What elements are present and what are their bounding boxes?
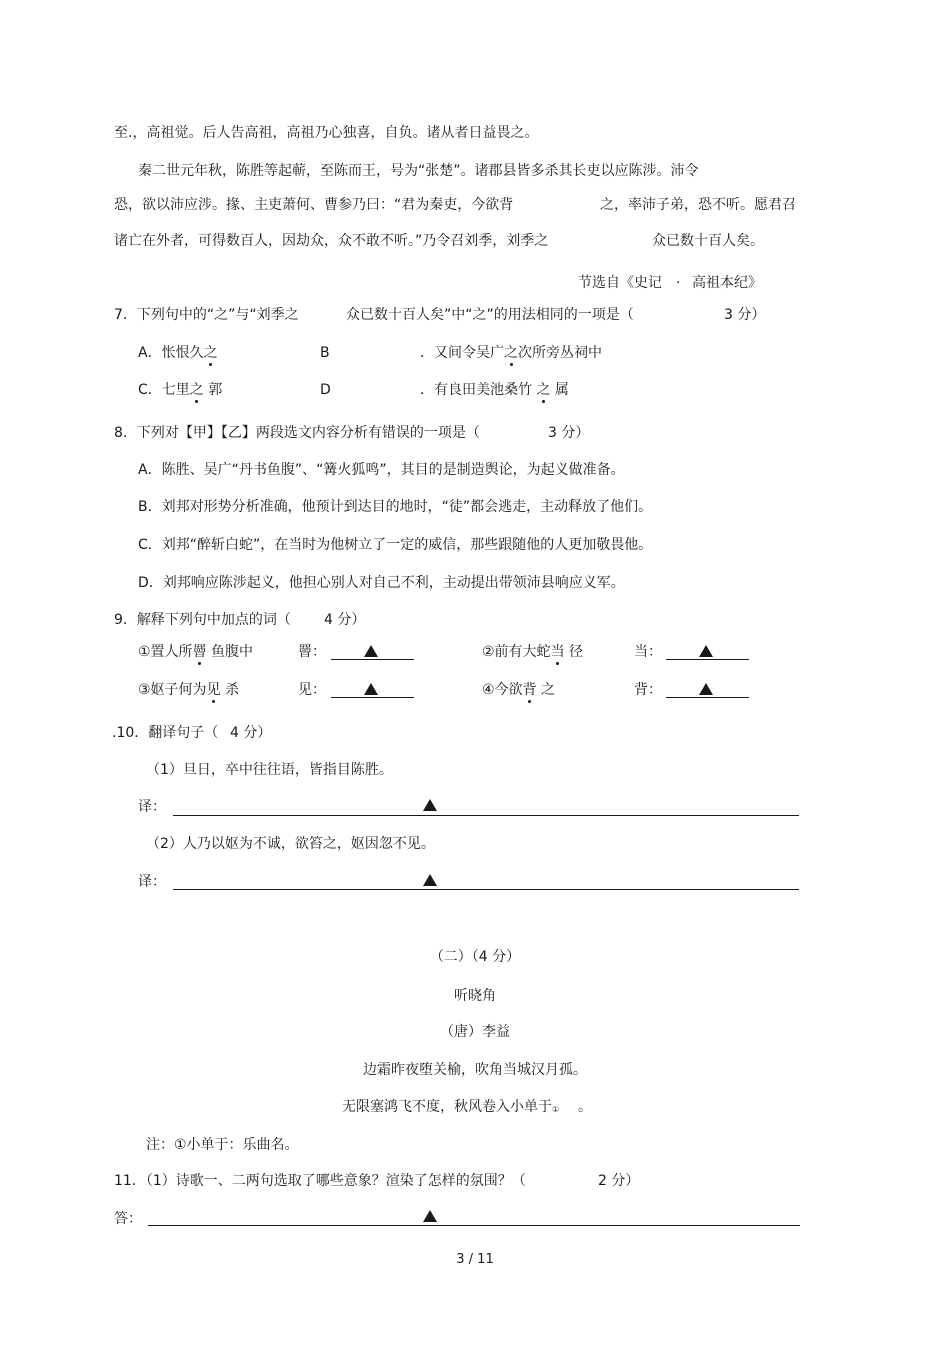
- passage-line-4b: 众已数十百人矣。: [652, 233, 764, 249]
- q7-b-dotted: 之: [504, 345, 518, 361]
- q7-c-text-2: 郭: [208, 382, 223, 398]
- q10-stem-a: .10．翻译句子（: [112, 725, 219, 741]
- source-b: 高祖本纪》: [692, 275, 762, 291]
- triangle-icon: [364, 645, 378, 657]
- q11-stem-b: 2 分）: [598, 1173, 640, 1189]
- q9-item-2: [482, 643, 583, 661]
- q7-c-dotted: 之: [189, 382, 204, 398]
- footnote-marker: ①: [552, 1105, 560, 1114]
- q9-item-4-text-2: 之: [541, 682, 556, 698]
- passage-line-4a: 诸亡在外者，可得数百人，因劫众，众不敢不听。”乃令召刘季，刘季之: [114, 233, 549, 249]
- poem-line-2-text: 无限塞鸿飞不度，秋风卷入小单于: [342, 1099, 552, 1115]
- passage-line-3a: 恐，欲以沛应涉。掾、主吏萧何、曹参乃曰：“君为秦吏，今欲背: [114, 197, 514, 213]
- source-a: 节选自《史记: [578, 275, 662, 291]
- q7-b-label: B: [320, 345, 330, 361]
- triangle-icon: [699, 645, 713, 657]
- q7-option-a: [138, 344, 218, 362]
- q8-option-d: D．刘邦响应陈涉起义，他担心别人对自己不利，主动提出带领沛县响应义军。: [138, 575, 625, 591]
- q9-answer-4-line[interactable]: [666, 697, 749, 698]
- poem-author: （唐）李益: [440, 1024, 510, 1040]
- q7-d-text: ．有良田美池桑竹: [420, 382, 532, 398]
- q9-item-1-text-2: 鱼腹中: [211, 644, 254, 660]
- q11-answer-line[interactable]: [148, 1225, 800, 1226]
- q7-a-label: A．: [138, 345, 162, 361]
- q7-stem-b: 众已数十百人矣”中“之”的用法相同的一项是（: [346, 307, 634, 323]
- poem-line-2-end: 。: [578, 1099, 592, 1115]
- q8-stem-b: 3 分）: [548, 425, 590, 441]
- section-heading: （二）（4 分）: [429, 949, 521, 965]
- q7-option-c: [138, 381, 222, 399]
- triangle-icon: [423, 799, 437, 811]
- q7-b-text-2: 次所旁丛祠中: [518, 345, 602, 361]
- passage-line-1: 至.，高祖觉。后人告高祖，高祖乃心独喜，自负。诸从者日益畏之。: [114, 125, 539, 141]
- q7-stem-a: 7．下列句中的“之”与“刘季之: [114, 307, 299, 323]
- q7-stem-c: 3 分）: [724, 307, 766, 323]
- q8-option-c: C．刘邦“醉斩白蛇”，在当时为他树立了一定的威信，那些跟随他的人更加敬畏他。: [138, 537, 653, 553]
- q10-sentence-1: （1）旦日，卒中往往语，皆指目陈胜。: [146, 762, 393, 778]
- q7-d-label: D: [320, 382, 331, 398]
- q10-answer-2-line[interactable]: [173, 889, 799, 890]
- poem-line-2: [342, 1098, 592, 1116]
- q7-a-text: 怅恨久: [161, 345, 204, 361]
- q10-stem-b: 4 分）: [230, 725, 272, 741]
- passage-line-3b: 之，率沛子弟，恐不听。愿君召: [600, 197, 796, 213]
- triangle-icon: [364, 683, 378, 695]
- q7-option-b: [420, 344, 602, 362]
- q9-item-1: [138, 643, 253, 661]
- q8-stem-a: 8．下列对【甲】【乙】两段选文内容分析有错误的一项是（: [114, 425, 480, 441]
- triangle-icon: [423, 1210, 437, 1222]
- q9-item-3-key: 见：: [298, 682, 326, 698]
- q11-stem-a: 11．（1）诗歌一、二两句选取了哪些意象？渲染了怎样的氛围？（: [114, 1173, 526, 1189]
- q7-d-dotted: 之: [536, 382, 551, 398]
- q7-c-label: C．: [138, 382, 162, 398]
- q8-option-a: A．陈胜、吴广“丹书鱼腹”、“篝火狐鸣”，其目的是制造舆论，为起义做准备。: [138, 462, 625, 478]
- page-number: 3 / 11: [456, 1252, 494, 1267]
- q9-item-2-text-2: 径: [569, 644, 584, 660]
- q9-item-4-key: 背：: [634, 682, 662, 698]
- q9-item-3-text: ③妪子何为: [138, 682, 207, 698]
- q8-option-b: B．刘邦对形势分析准确，他预计到达目的地时，“徒”都会逃走，主动释放了他们。: [138, 499, 653, 515]
- q9-stem-b: 4 分）: [324, 612, 366, 628]
- passage-line-2: 秦二世元年秋，陈胜等起蕲，至陈而王，号为“张楚”。诸郡县皆多杀其长吏以应陈涉。沛令: [138, 163, 699, 179]
- q9-item-3-dotted: 见: [206, 682, 221, 698]
- source-dot: ·: [676, 275, 681, 291]
- q9-item-4-text: ④今欲: [482, 682, 523, 698]
- q9-item-2-dotted: 当: [550, 644, 565, 660]
- triangle-icon: [699, 683, 713, 695]
- q9-item-2-key: 当：: [634, 644, 662, 660]
- poem-note: 注：①小单于：乐曲名。: [146, 1137, 299, 1153]
- q9-answer-2-line[interactable]: [666, 659, 749, 660]
- q10-sentence-2: （2）人乃以妪为不诚，欲笞之，妪因忽不见。: [146, 836, 435, 852]
- q9-item-4-dotted: 背: [522, 682, 537, 698]
- q9-item-3-text-2: 杀: [225, 682, 240, 698]
- poem-title: 听晓角: [454, 988, 496, 1004]
- q9-answer-1-line[interactable]: [331, 659, 414, 660]
- q10-answer-1-prompt: 译：: [138, 799, 166, 815]
- triangle-icon: [423, 874, 437, 886]
- q7-option-d: [420, 381, 569, 399]
- q9-item-3: [138, 681, 239, 699]
- q9-item-1-text: ①置人所: [138, 644, 193, 660]
- q11-answer-prompt: 答：: [114, 1211, 142, 1227]
- q9-item-4: [482, 681, 555, 699]
- q9-item-1-dotted: 罾: [192, 644, 207, 660]
- q7-a-dotted: 之: [203, 345, 218, 361]
- poem-line-1: 边霜昨夜堕关榆，吹角当城汉月孤。: [363, 1062, 587, 1078]
- q9-item-2-text: ②前有大蛇: [482, 644, 551, 660]
- q9-answer-3-line[interactable]: [331, 697, 414, 698]
- q10-answer-1-line[interactable]: [173, 815, 799, 816]
- q7-c-text: 七里: [161, 382, 190, 398]
- q9-item-1-key: 罾：: [298, 644, 326, 660]
- q10-answer-2-prompt: 译：: [138, 874, 166, 890]
- q9-stem-a: 9．解释下列句中加点的词（: [114, 612, 291, 628]
- q7-d-text-2: 属: [554, 382, 569, 398]
- q7-b-text: ．又间令吴广: [420, 345, 504, 361]
